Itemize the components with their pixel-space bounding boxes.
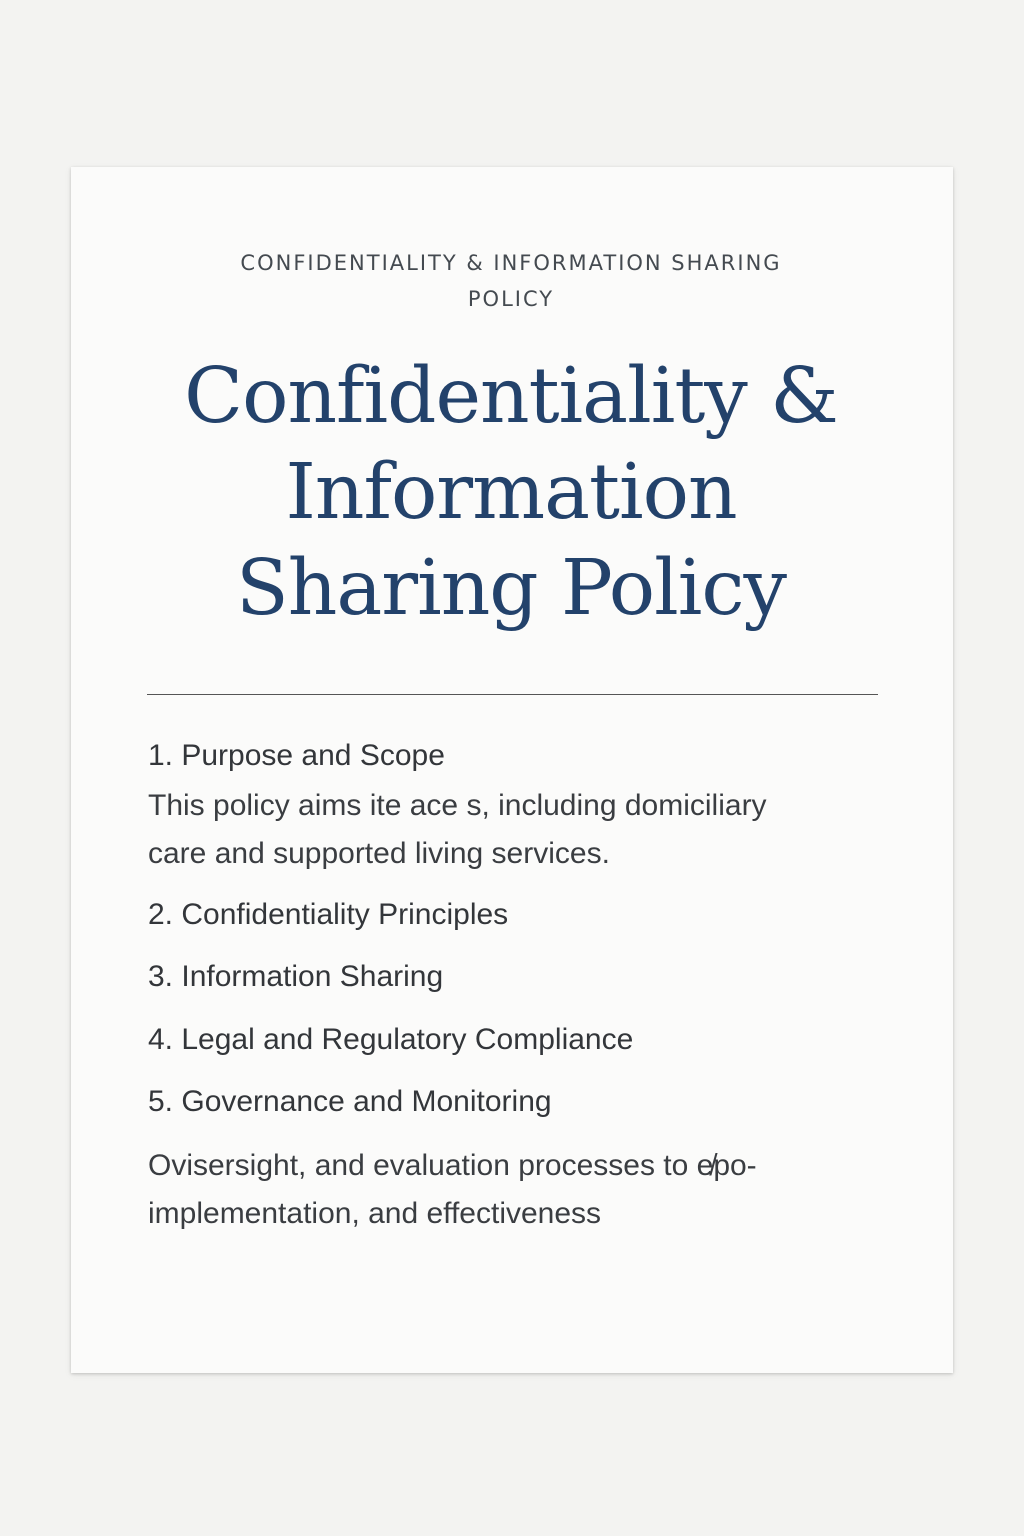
title-line-2: Information: [285, 448, 737, 537]
section-heading-sharing: 3. Information Sharing: [148, 960, 444, 993]
page-title: [111, 349, 911, 637]
section-body-purpose: [148, 782, 767, 878]
section-heading-purpose: 1. Purpose and Scope: [148, 739, 445, 772]
policy-page: [71, 167, 953, 1373]
section-heading-governance: 5. Governance and Monitoring: [148, 1085, 552, 1118]
kicker-line-2: POLICY: [467, 287, 555, 311]
title-line-1: Confidentiality &: [184, 352, 838, 441]
governance-body-line-2: implementation, and effectiveness: [148, 1197, 602, 1230]
title-divider: [147, 694, 878, 695]
title-line-3: Sharing Policy: [236, 544, 786, 633]
section-heading-principles: 2. Confidentiality Principles: [148, 898, 509, 931]
purpose-body-line-2: care and supported living services.: [148, 837, 610, 870]
kicker-line-1: CONFIDENTIALITY & INFORMATION SHARING: [240, 251, 782, 275]
section-body-governance: [148, 1142, 757, 1238]
governance-body-line-1: Ovisersight, and evaluation processes to e̸po-: [148, 1149, 757, 1182]
purpose-body-line-1: This policy aims ite ace s, including domiciliary: [148, 789, 767, 822]
document-kicker: [211, 245, 811, 317]
section-heading-compliance: 4. Legal and Regulatory Compliance: [148, 1023, 634, 1056]
